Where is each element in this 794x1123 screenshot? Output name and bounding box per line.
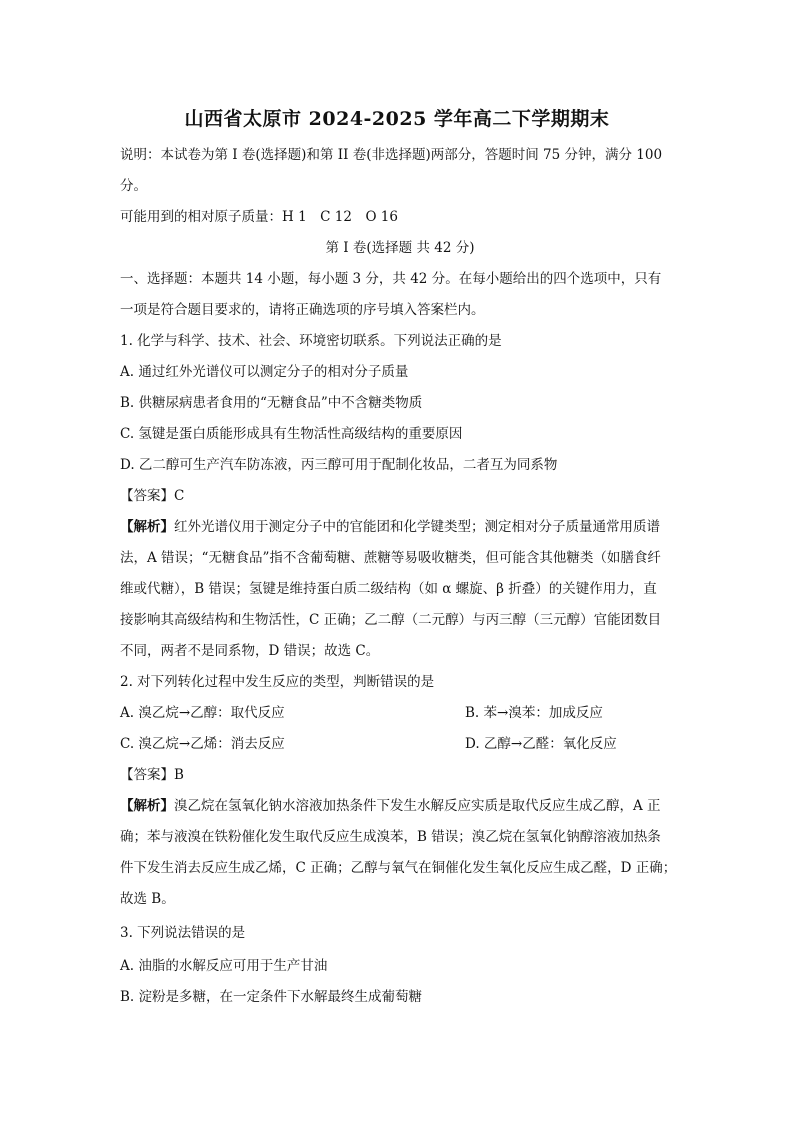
q1-analysis-5: 不同，两者不是同系物，D 错误；故选 C。 xyxy=(120,643,380,659)
q1-option-b: B. 供糖尿病患者食用的“无糖食品”中不含糖类物质 xyxy=(120,395,423,411)
page-title: 山西省太原市 2024-2025 学年高二下学期期末 xyxy=(184,108,610,130)
q2-analysis-1 xyxy=(120,797,680,815)
q1-analysis-3: 维或代糖），B 错误；氢键是维持蛋白质二级结构（如 α 螺旋、β 折叠）的关键作用力，直 xyxy=(120,581,657,597)
q3-option-b: B. 淀粉是多糖，在一定条件下水解最终生成葡萄糖 xyxy=(120,989,423,1005)
q1-option-c: C. 氢键是蛋白质能形成具有生物活性高级结构的重要原因 xyxy=(120,426,463,442)
q1-stem: 1. 化学与科学、技术、社会、环境密切联系。下列说法正确的是 xyxy=(120,333,502,349)
q1-analysis-1 xyxy=(120,518,680,536)
q1-analysis-4: 接影响其高级结构和生物活性，C 正确；乙二醇（二元醇）与丙三醇（三元醇）官能团数目 xyxy=(120,612,662,628)
q2-option-a: A. 溴乙烷→乙醇：取代反应 xyxy=(120,705,285,721)
intro-line-1: 说明：本试卷为第 I 卷(选择题)和第 II 卷(非选择题)两部分，答题时间 75 分钟，满分 100 xyxy=(120,147,663,163)
section-desc-2: 一项是符合题目要求的，请将正确选项的序号填入答案栏内。 xyxy=(120,302,485,318)
analysis-text: 红外光谱仪用于测定分子中的官能团和化学键类型；测定相对分子质量通常用质谱 xyxy=(174,519,660,535)
intro-line-2: 分。 xyxy=(120,178,147,194)
q1-option-a: A. 通过红外光谱仪可以测定分子的相对分子质量 xyxy=(120,364,409,380)
q2-analysis-3: 件下发生消去反应生成乙烯，C 正确；乙醇与氧气在铜催化发生氧化反应生成乙醛，D 正确； xyxy=(120,860,677,876)
atomic-mass-line: 可能用到的相对原子质量：H 1 C 12 O 16 xyxy=(120,209,398,225)
q3-stem: 3. 下列说法错误的是 xyxy=(120,925,246,941)
q2-stem: 2. 对下列转化过程中发生反应的类型，判断错误的是 xyxy=(120,674,435,690)
q1-answer: 【答案】C xyxy=(120,488,185,504)
section-title: 第 I 卷(选择题 共 42 分) xyxy=(325,240,475,256)
q1-option-d: D. 乙二醇可生产汽车防冻液，丙三醇可用于配制化妆品，二者互为同系物 xyxy=(120,457,558,473)
q2-option-d: D. 乙醇→乙醛：氧化反应 xyxy=(465,736,617,752)
q2-answer: 【答案】B xyxy=(120,767,184,783)
analysis-label: 【解析】 xyxy=(120,798,174,814)
analysis-text: 溴乙烷在氢氧化钠水溶液加热条件下发生水解反应实质是取代反应生成乙醇，A 正 xyxy=(174,798,661,814)
section-desc-1: 一、选择题：本题共 14 小题，每小题 3 分，共 42 分。在每小题给出的四个选项中，只有 xyxy=(120,271,662,287)
q1-analysis-2: 法，A 错误；“无糖食品”指不含葡萄糖、蔗糖等易吸收糖类，但可能含其他糖类（如膳食纤 xyxy=(120,550,661,566)
q2-option-b: B. 苯→溴苯：加成反应 xyxy=(465,705,603,721)
q2-analysis-2: 确；苯与液溴在铁粉催化发生取代反应生成溴苯，B 错误；溴乙烷在氢氧化钠醇溶液加热条 xyxy=(120,829,661,845)
q3-option-a: A. 油脂的水解反应可用于生产甘油 xyxy=(120,958,328,974)
q2-analysis-4: 故选 B。 xyxy=(120,891,175,907)
q2-option-c: C. 溴乙烷→乙烯：消去反应 xyxy=(120,736,285,752)
analysis-label: 【解析】 xyxy=(120,519,174,535)
